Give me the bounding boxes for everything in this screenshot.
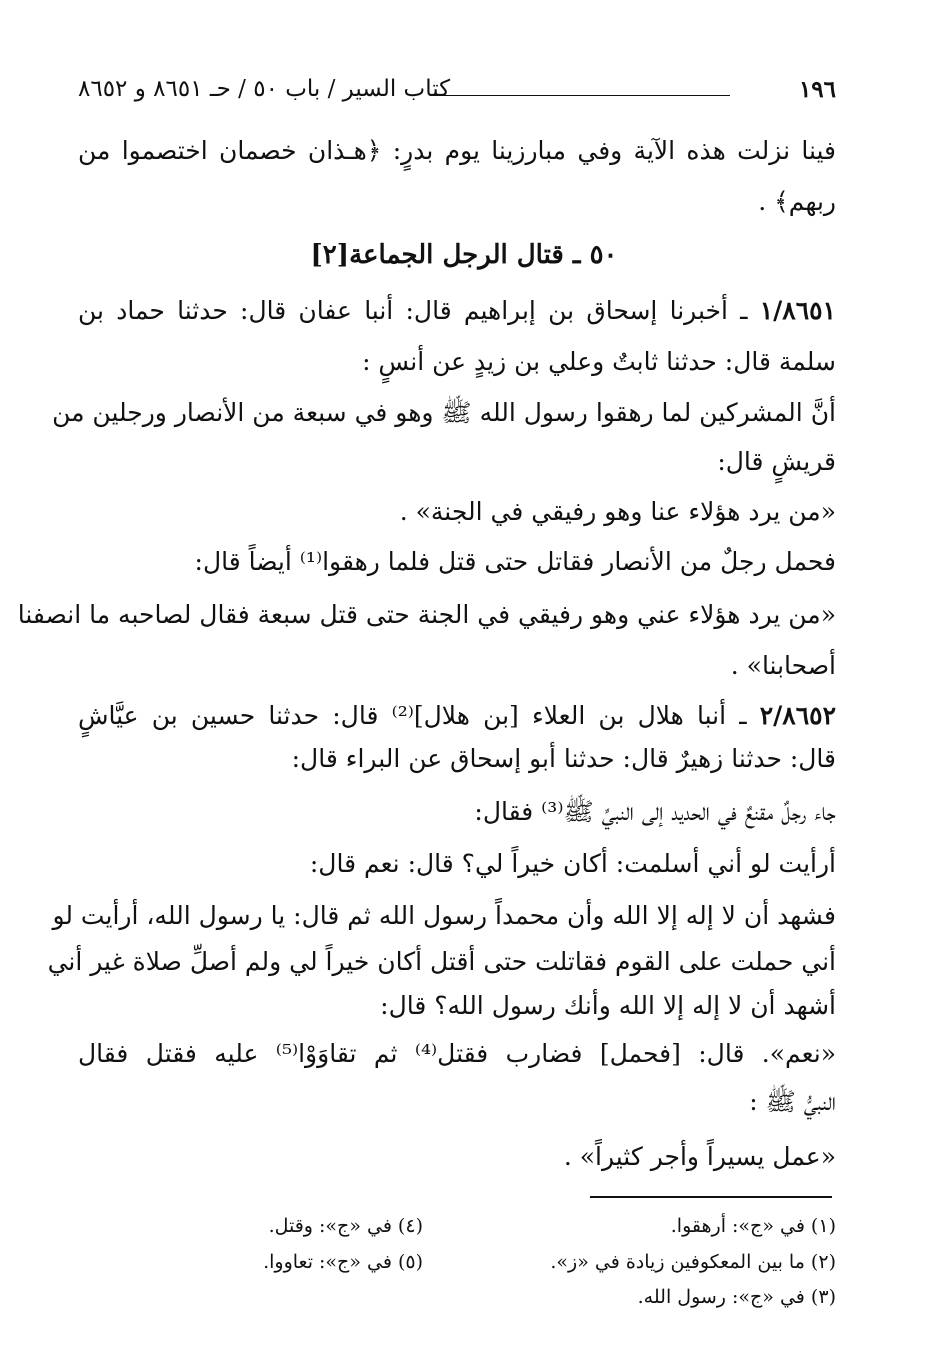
running-header: كتاب السير / باب ٥٠ / حـ ٨٦٥١ و ٨٦٥٢ xyxy=(78,76,451,102)
hadith-8651-line: «من يرد هؤلاء عنا وهو رفيقي في الجنة» . xyxy=(399,497,836,526)
hadith-8652-line: أرأيت لو أني أسلمت: أكان خيراً لي؟ قال: نعم قال: xyxy=(309,849,836,878)
hadith-8651-line: فحمل رجلٌ من الأنصار فقاتل حتى قتل فلما رهقوا⁽¹⁾ أيضاً قال: xyxy=(194,547,836,576)
hadith-isnad: ـ أخبرنا إسحاق بن إبراهيم قال: أنبا عفان قال: حدثنا حماد بن xyxy=(78,296,748,325)
hadith-number: ١/٨٦٥١ xyxy=(759,296,836,325)
hadith-8651-line: سلمة قال: حدثنا ثابتٌ وعلي بن زيدٍ عن أنسٍ : xyxy=(362,347,836,376)
hadith-8652-line: أني حملت على القوم فقاتلت حتى أقتل أكان خيراً لي ولم أصلِّ صلاة غير أني xyxy=(47,947,836,976)
body-line: ربهم﴾ . xyxy=(758,187,836,216)
hadith-8652-line: النبيُّ ﷺ : xyxy=(749,1087,836,1116)
hadith-isnad: ـ أنبا هلال بن العلاء [بن هلال]⁽²⁾ قال: حدثنا حسين بن عيَّاشٍ xyxy=(78,701,747,730)
footnote: (٣) في «ج»: رسول الله. xyxy=(637,1286,836,1308)
footnote: (١) في «ج»: أرهقوا. xyxy=(670,1215,836,1237)
hadith-8652-line: فشهد أن لا إله إلا الله وأن محمداً رسول الله ثم قال: يا رسول الله، أرأيت لو xyxy=(52,901,836,930)
section-heading: ٥٠ ـ قتال الرجل الجماعة[٢] xyxy=(310,240,618,270)
body-line: فينا نزلت هذه الآية وفي مبارزينا يوم بدرٍ: ﴿هـذان خصمان اختصموا من xyxy=(78,136,836,165)
footnote: (٤) في «ج»: وقتل. xyxy=(268,1215,423,1237)
hadith-8651-line: «من يرد هؤلاء عني وهو رفيقي في الجنة حتى قتل سبعة فقال لصاحبه ما انصفنا xyxy=(17,600,836,629)
footnote: (٥) في «ج»: تعاووا. xyxy=(263,1251,423,1273)
hadith-number: ٢/٨٦٥٢ xyxy=(759,701,837,730)
hadith-8651-line: قريشٍ قال: xyxy=(717,447,836,476)
hadith-8651-line: أصحابنا» . xyxy=(730,651,836,680)
hadith-8652-line: جاء رجلٌ مقنعٌ في الحديد إلى النبيِّ ﷺ⁽³⁾ فقال: xyxy=(474,797,836,826)
hadith-8652-line: «نعم». قال: [فحمل] فضارب فقتل⁽⁴⁾ ثم تقاوَوْا⁽⁵⁾ عليه فقتل فقال xyxy=(78,1039,836,1068)
hadith-8651-line: أنَّ المشركين لما رهقوا رسول الله ﷺ وهو في سبعة من الأنصار ورجلين من xyxy=(52,398,836,427)
hadith-8652-line xyxy=(78,699,836,733)
footnote-rule xyxy=(590,1196,832,1198)
hadith-8652-line: «عمل يسيراً وأجر كثيراً» . xyxy=(563,1142,836,1171)
footnote: (٢) ما بين المعكوفين زيادة في «ز». xyxy=(550,1251,836,1273)
header-rule xyxy=(430,95,730,96)
hadith-8652-line: قال: حدثنا زهيرٌ قال: حدثنا أبو إسحاق عن البراء قال: xyxy=(291,744,836,773)
hadith-8651-line xyxy=(78,294,836,328)
page-number: ١٩٦ xyxy=(798,76,836,103)
hadith-8652-line: أشهد أن لا إله إلا الله وأنك رسول الله؟ قال: xyxy=(380,991,836,1020)
